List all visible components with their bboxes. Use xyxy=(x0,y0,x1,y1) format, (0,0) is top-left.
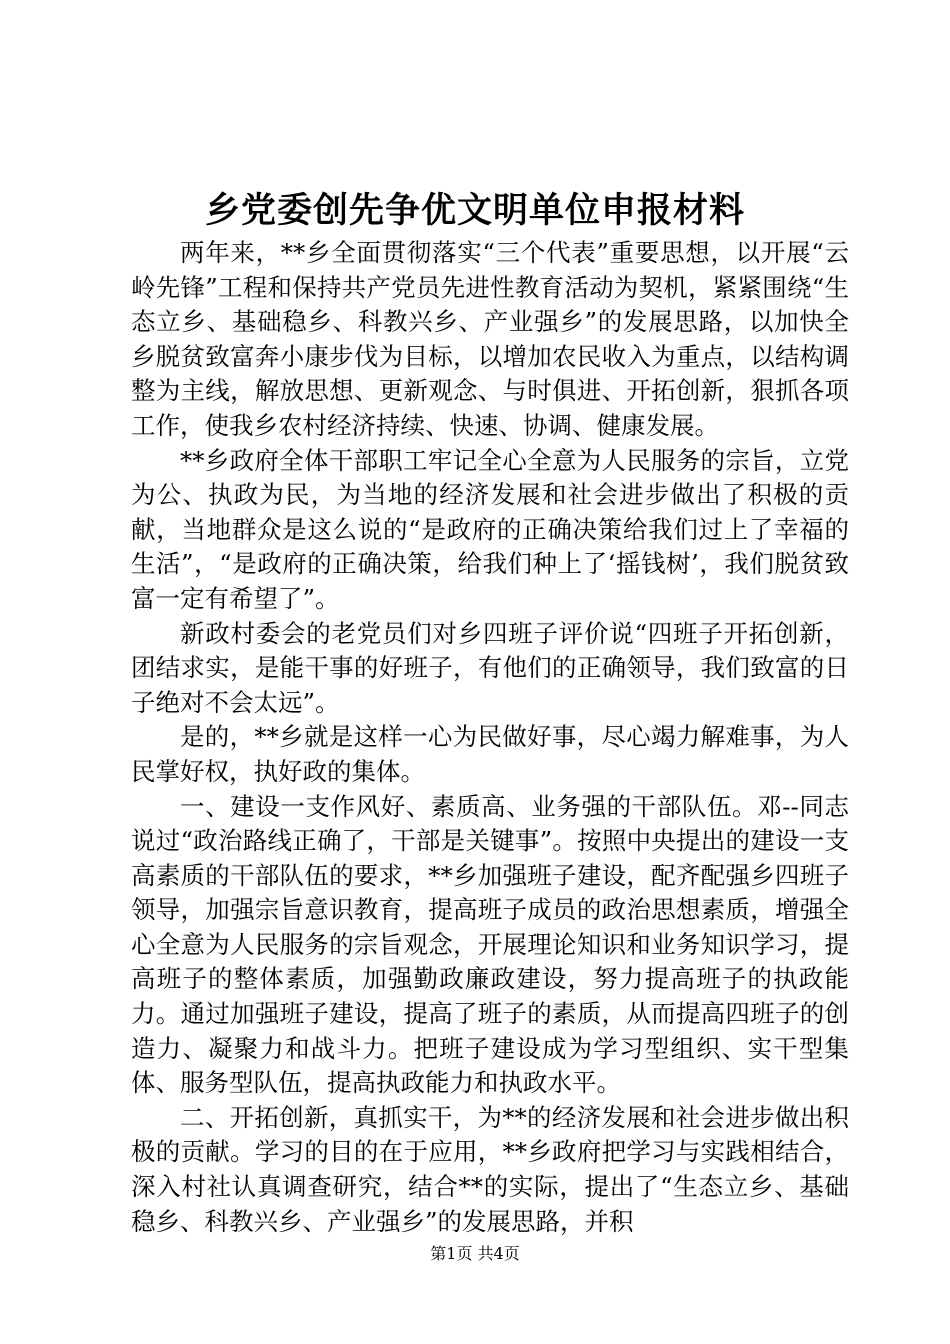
paragraph-section-two: 二、开拓创新，真抓实干，为**的经济发展和社会进步做出积极的贡献。学习的目的在于应用，**乡政府把学习与实践相结合，深入村社认真调查研究，结合**的实际，提出了“生态立乡、基础稳乡、科教兴乡、产业强乡”的发展思路，并积 xyxy=(131,1102,849,1236)
document-body xyxy=(131,236,849,1239)
paragraph-section-one: 一、建设一支作风好、素质高、业务强的干部队伍。邓--同志说过“政治路线正确了，干部是关键事”。按照中央提出的建设一支高素质的干部队伍的要求，**乡加强班子建设，配齐配强乡四班子领导，加强宗旨意识教育，提高班子成员的政治思想素质，增强全心全意为人民服务的宗旨观念，开展理论知识和业务知识学习，提高班子的整体素质，加强勤政廉政建设，努力提高班子的执政能力。通过加强班子建设，提高了班子的素质，从而提高四班子的创造力、凝聚力和战斗力。把班子建设成为学习型组织、实干型集体、服务型队伍，提高执政能力和执政水平。 xyxy=(131,791,849,1098)
page-footer: 第1页 共4页 xyxy=(430,1244,520,1263)
paragraph-intro: 两年来，**乡全面贯彻落实“三个代表”重要思想，以开展“云岭先锋”工程和保持共产党员先进性教育活动为契机，紧紧围绕“生态立乡、基础稳乡、科教兴乡、产业强乡”的发展思路，以加快全乡脱贫致富奔小康步伐为目标，以增加农民收入为重点，以结构调整为主线，解放思想、更新观念、与时俱进、开拓创新，狠抓各项工作，使我乡农村经济持续、快速、协调、健康发展。 xyxy=(131,238,849,440)
paragraph-government-staff: **乡政府全体干部职工牢记全心全意为人民服务的宗旨，立党为公、执政为民，为当地的经济发展和社会进步做出了积极的贡献，当地群众是这么说的“是政府的正确决策给我们过上了幸福的生活”，“是政府的正确决策，给我们种上了‘摇钱树’，我们脱贫致富一定有希望了”。 xyxy=(131,445,849,613)
paragraph-collective: 是的，**乡就是这样一心为民做好事，尽心竭力解难事，为人民掌好权，执好政的集体。 xyxy=(131,722,849,786)
document-title: 乡党委创先争优文明单位申报材料 xyxy=(204,190,745,231)
paragraph-party-members: 新政村委会的老党员们对乡四班子评价说“四班子开拓创新，团结求实，是能干事的好班子，有他们的正确领导，我们致富的日子绝对不会太远”。 xyxy=(131,618,849,717)
